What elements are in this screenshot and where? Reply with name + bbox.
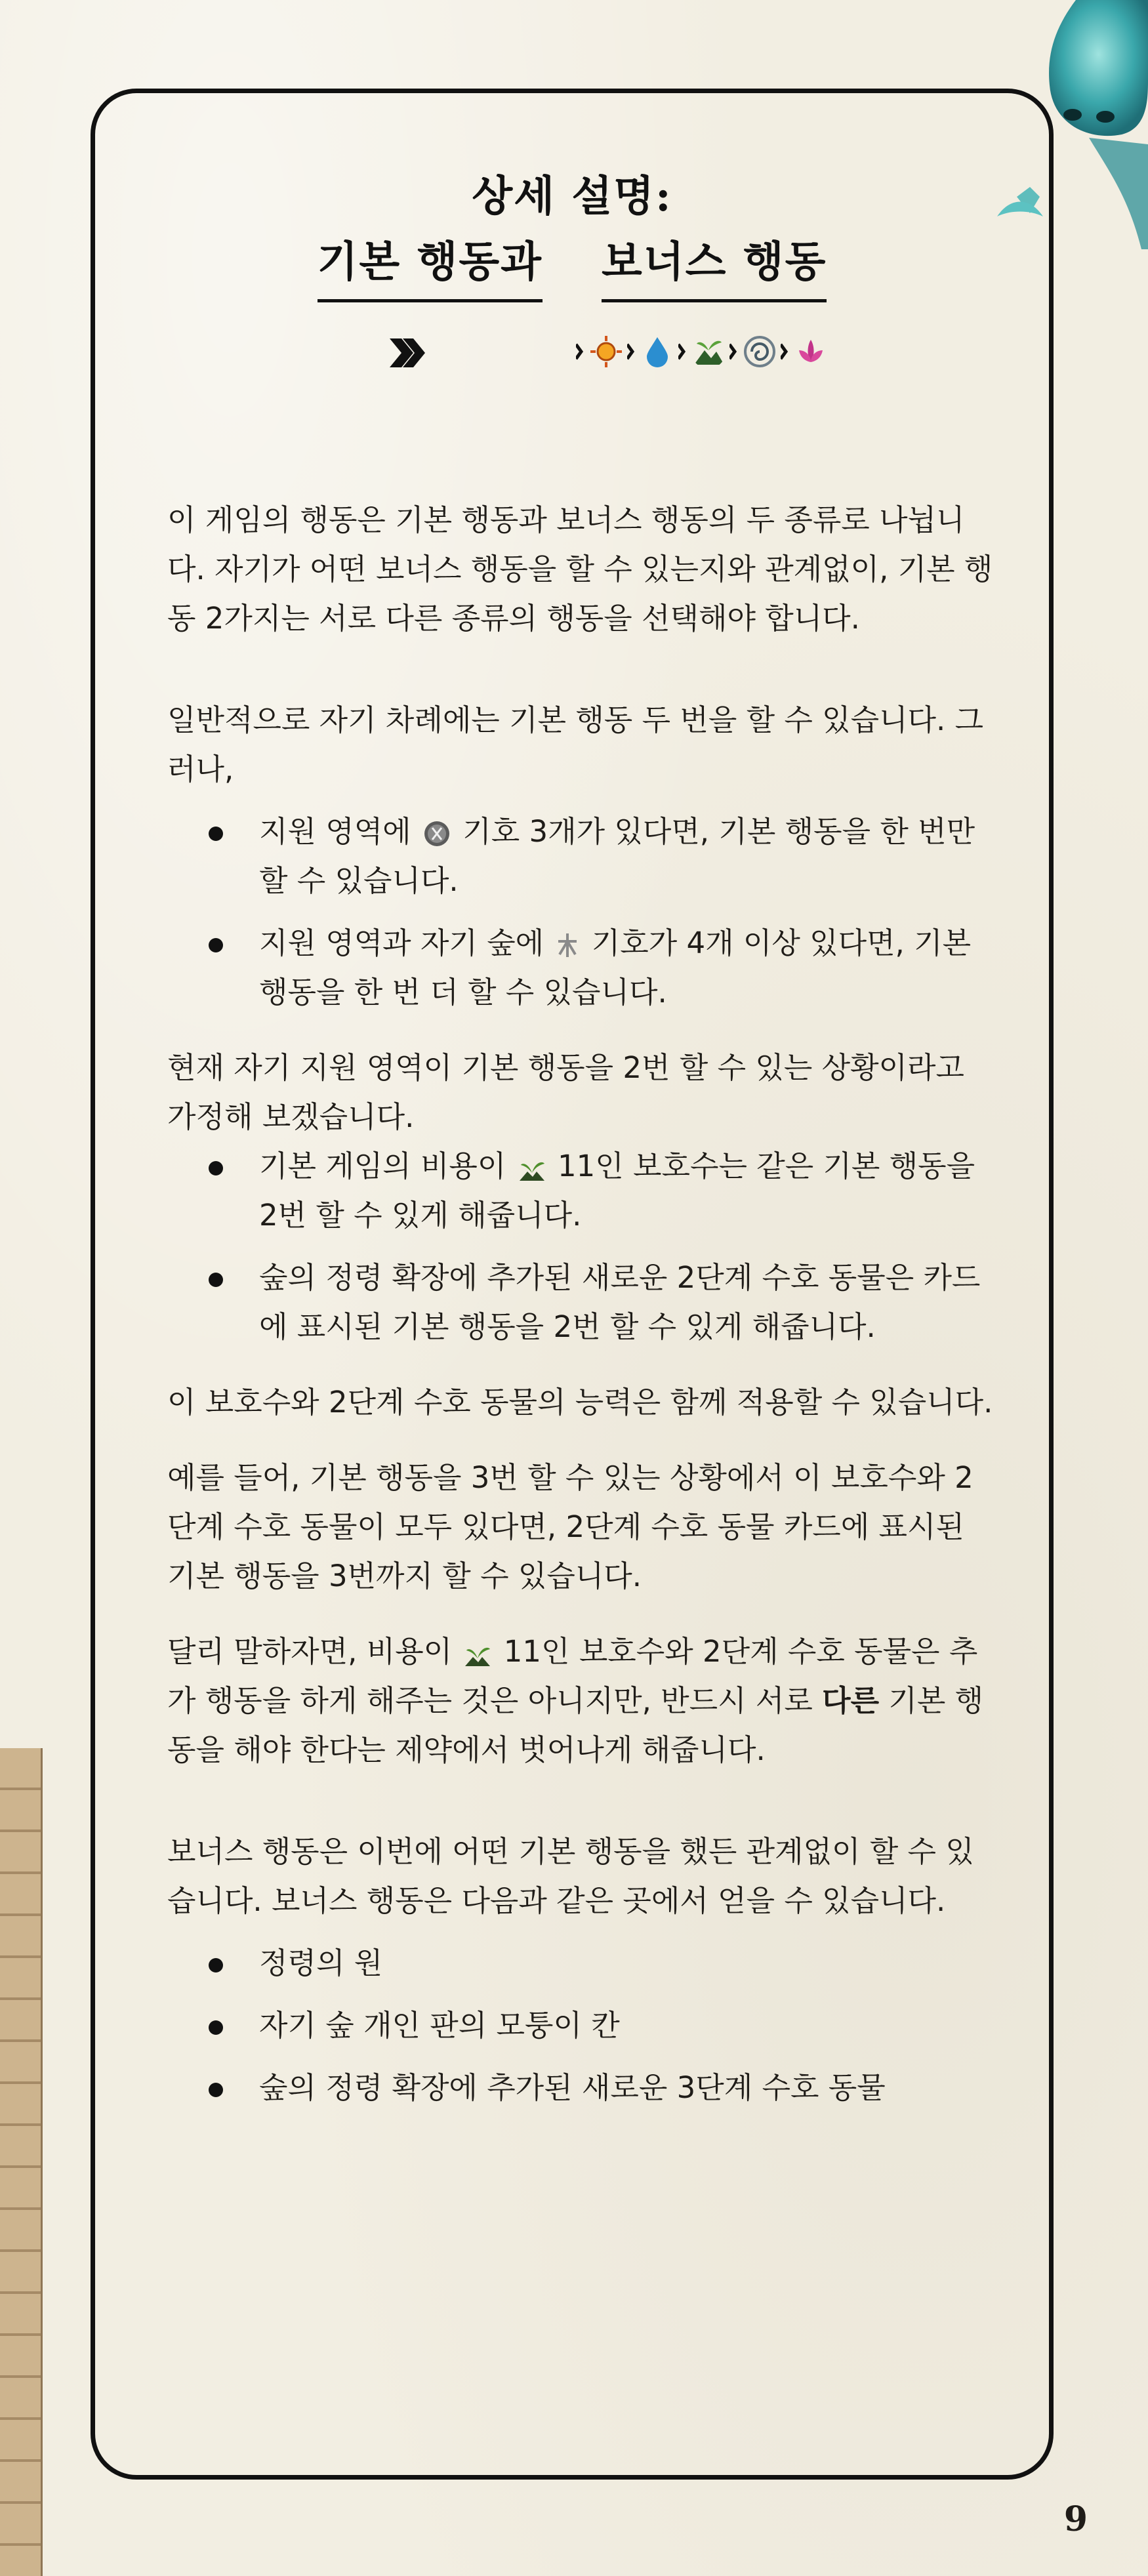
stone-wall-decoration xyxy=(0,1748,43,2576)
paragraph-text: 달리 말하자면, 비용이 xyxy=(167,1634,453,1669)
list-item xyxy=(167,2001,1000,2050)
current-situation-paragraph: 현재 자기 지원 영역이 기본 행동을 2번 할 수 있는 상황이라고 가정해 보겠습니다. xyxy=(167,1050,964,1134)
sun-icon xyxy=(589,335,623,369)
list-item-text: 자기 숲 개인 판의 모퉁이 칸 xyxy=(259,2008,620,2043)
current-situation-list xyxy=(167,1141,1000,1351)
list-item-text: 11인 보호수는 같은 기본 행동을 2번 할 수 있게 해줍니다. xyxy=(259,1149,975,1233)
normal-turn-list xyxy=(167,807,1000,1017)
tree-symbol-icon xyxy=(556,932,579,958)
list-item-text: 기호가 4개 이상 있다면, 기본 행동을 한 번 더 할 수 있습니다. xyxy=(259,926,972,1010)
sprout-cost-icon xyxy=(518,1155,546,1182)
normal-turn-paragraph: 일반적으로 자기 차례에는 기본 행동 두 번을 할 수 있습니다. 그러나, xyxy=(167,703,984,787)
list-item-text: 숲의 정령 확장에 추가된 새로운 3단계 수호 동물 xyxy=(259,2070,886,2105)
list-item xyxy=(167,807,1000,905)
emphasis-text: 다른 xyxy=(822,1683,880,1718)
other-words-paragraph xyxy=(167,1627,1000,1774)
wind-icon xyxy=(743,335,777,369)
list-item-text: 기호 3개가 있다면, 기본 행동을 한 번만 할 수 있습니다. xyxy=(259,814,975,898)
paragraph-text: 기본 행동을 해야 한다는 제약에서 벗어나게 해줍니다. xyxy=(167,1683,984,1767)
page-number: 9 xyxy=(1063,2499,1088,2539)
grey-circle-token-icon xyxy=(423,820,451,848)
sprout-cost-icon xyxy=(464,1640,491,1667)
together-paragraph: 이 보호수와 2단계 수호 동물의 능력은 함께 적용할 수 있습니다. xyxy=(167,1385,993,1420)
list-item-text: 정령의 원 xyxy=(259,1946,383,1980)
basic-action-heading: 기본 행동과 xyxy=(318,230,543,302)
title-block xyxy=(91,164,1054,302)
title-subrow xyxy=(91,230,1054,302)
list-item xyxy=(167,1253,1000,1351)
list-item xyxy=(167,1938,1000,1988)
bonus-icons xyxy=(576,335,828,369)
list-item-text: 지원 영역과 자기 숲에 xyxy=(259,926,544,960)
list-item-text: 지원 영역에 xyxy=(259,814,411,849)
bullet xyxy=(209,827,223,841)
bullet xyxy=(209,1958,223,1973)
list-item-text: 숲의 정령 확장에 추가된 새로운 2단계 수호 동물은 카드에 표시된 기본 행동을 2번 할 수 있게 해줍니다. xyxy=(259,1260,981,1344)
double-chevron-icon xyxy=(387,335,428,371)
bonus-action-heading: 보너스 행동 xyxy=(602,230,827,302)
page-title: 상세 설명: xyxy=(472,172,672,221)
bonus-list xyxy=(167,1938,1000,2112)
intro-paragraph: 이 게임의 행동은 기본 행동과 보너스 행동의 두 종류로 나뉩니다. 자기가 어떤 보너스 행동을 할 수 있는지와 관계없이, 기본 행동 2가지는 서로 다른 종류의 행동을 선택해야 합니다. xyxy=(167,502,993,636)
list-item xyxy=(167,1141,1000,1240)
example-paragraph: 예를 들어, 기본 행동을 3번 할 수 있는 상황에서 이 보호수와 2단계 수호 동물이 모두 있다면, 2단계 수호 동물 카드에 표시된 기본 행동을 3번까지 할 수 있습니다. xyxy=(167,1460,974,1593)
bonus-paragraph: 보너스 행동은 이번에 어떤 기본 행동을 했든 관계없이 할 수 있습니다. 보너스 행동은 다음과 같은 곳에서 얻을 수 있습니다. xyxy=(167,1834,974,1918)
bullet xyxy=(209,1161,223,1176)
action-icons-row xyxy=(0,335,1148,380)
bullet xyxy=(209,2083,223,2097)
paragraph-text: 11인 보호수와 2단계 수호 동물은 추가 행동을 하게 해주는 것은 아니지만, 반드시 서로 xyxy=(167,1634,978,1718)
water-icon xyxy=(640,335,674,369)
lotus-icon xyxy=(794,335,828,369)
body-content xyxy=(167,495,1000,2112)
bullet xyxy=(209,1273,223,1287)
list-item xyxy=(167,918,1000,1017)
bullet xyxy=(209,938,223,952)
list-item-text: 기본 게임의 비용이 xyxy=(259,1149,506,1183)
bullet xyxy=(209,2020,223,2035)
sprout-icon xyxy=(691,335,726,369)
list-item xyxy=(167,2063,1000,2112)
